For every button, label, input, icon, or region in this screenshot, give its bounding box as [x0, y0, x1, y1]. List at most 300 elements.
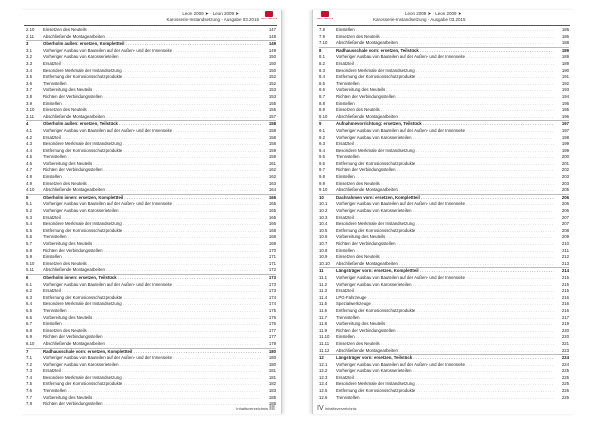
toc-title: Einstellen . . .	[336, 174, 554, 181]
toc-title: Abschließende Montagearbeiten . . .	[43, 34, 261, 41]
toc-row	[319, 81, 569, 88]
toc-number: 12.5	[319, 388, 328, 394]
toc-title: Richten der Verbindungsstellen . . .	[336, 94, 554, 101]
toc-page-number: 207	[561, 221, 569, 227]
toc-page-number: 159	[268, 147, 276, 153]
toc-title: Vorbereitung des Neuteils . . .	[336, 87, 554, 94]
toc-row	[319, 261, 569, 268]
toc-title: Ersatzteil . . .	[336, 141, 554, 148]
toc-section-row	[26, 40, 276, 48]
toc-section-row	[26, 194, 276, 202]
toc-title: Besondere Merkmale der Instandsetzung . . .	[336, 148, 554, 155]
toc-number: 10.5	[319, 227, 328, 233]
page-number: III	[269, 405, 275, 412]
toc-page-number: 190	[561, 67, 569, 73]
page-footer	[236, 405, 275, 412]
toc-title: Entfernung der Korrosionsschutzprodukte . . .	[43, 148, 261, 155]
toc-number: 7.8	[319, 27, 325, 32]
toc-number: 6.6	[26, 314, 32, 320]
toc-number: 11.11	[319, 340, 330, 346]
toc-number: 3.6	[26, 80, 32, 86]
toc-title: Abschließende Montagearbeiten . . .	[43, 187, 261, 194]
toc-row	[319, 181, 569, 188]
page-header	[20, 10, 281, 25]
toc-title: Einstellen . . .	[336, 101, 554, 108]
toc-row	[319, 61, 569, 68]
toc-title: Entfernung der Korrosionsschutzprodukte . . .	[43, 228, 261, 235]
toc-number: 6	[26, 274, 29, 280]
toc-row	[319, 234, 569, 241]
toc-number: 10.6	[319, 234, 328, 240]
toc-number: 9.3	[319, 141, 325, 147]
toc-number: 7.9	[319, 33, 325, 39]
toc-row	[26, 54, 276, 61]
toc-page-number: 173	[268, 274, 276, 280]
toc-page-number: 165	[268, 208, 276, 214]
toc-title: Abschließende Montagearbeiten . . .	[43, 267, 261, 274]
toc-title: Oberholm innen: ersetzen, Komplettteil . . .	[43, 195, 261, 202]
toc-page-number: 216	[561, 294, 569, 300]
toc-number: 8.9	[319, 107, 325, 113]
toc-row	[319, 395, 569, 402]
toc-number: 6.8	[26, 327, 32, 333]
toc-number: 11	[319, 268, 324, 274]
toc-row	[26, 135, 276, 142]
page-number: IV	[317, 405, 324, 412]
toc-row	[26, 94, 276, 101]
toc-page-number: 176	[268, 314, 276, 320]
toc-number: 11.12	[319, 347, 330, 353]
toc-row	[319, 315, 569, 322]
toc-number: 5.11	[26, 267, 35, 273]
toc-title: Einsetzen des Neuteils . . .	[336, 254, 554, 261]
toc-row	[319, 282, 569, 289]
left-page	[20, 10, 282, 414]
toc-page-number: 170	[268, 247, 276, 253]
toc-page-number: 168	[268, 234, 276, 240]
toc-row	[26, 208, 276, 215]
toc-row	[26, 107, 276, 114]
toc-number: 4.8	[26, 174, 32, 180]
toc-title: Vorheriger Ausbau von Bauteilen auf der Außen- und der Innenseite . . .	[336, 54, 554, 61]
toc-page-number: 164	[268, 187, 276, 193]
toc-row	[319, 201, 569, 208]
toc-row	[26, 295, 276, 302]
toc-row	[26, 261, 276, 268]
toc-page-number: 152	[268, 80, 276, 86]
toc-page-number: 181	[268, 374, 276, 380]
toc-title: Vorheriger Ausbau von Karosserieteilen . . .	[43, 208, 261, 215]
header-rule	[24, 25, 277, 26]
toc-number: 2.10	[26, 27, 35, 32]
toc-page-number: 195	[561, 107, 569, 113]
toc-row	[319, 221, 569, 228]
toc-number: 6.9	[26, 334, 32, 340]
toc-page-number: 155	[268, 100, 276, 106]
toc-row	[26, 388, 276, 395]
toc-row	[26, 328, 276, 335]
toc-title: Einsetzen des Neuteils . . .	[43, 27, 261, 34]
toc-title: Entfernung der Korrosionsschutzprodukte . . .	[43, 295, 261, 302]
toc-number: 7.8	[26, 401, 32, 407]
toc-number: 7.2	[26, 361, 32, 367]
toc-number: 7	[26, 348, 29, 354]
toc-number: 9.1	[319, 127, 325, 133]
toc-number: 10.8	[319, 247, 328, 253]
toc-page-number: 158	[268, 121, 276, 127]
toc-row	[26, 34, 276, 41]
toc-title: Ersatzteil . . .	[336, 215, 554, 222]
toc-row	[26, 154, 276, 161]
toc-row	[319, 74, 569, 81]
toc-number: 9.2	[319, 134, 325, 140]
toc-number: 12.3	[319, 374, 328, 380]
toc-page-number: 168	[268, 227, 276, 233]
toc-number: 8.3	[319, 67, 325, 73]
toc-section-row	[26, 348, 276, 356]
toc-title: Einsetzen des Neuteils . . .	[43, 328, 261, 335]
toc-title: Entfernung der Korrosionsschutzprodukte . . .	[43, 74, 261, 81]
toc-number: 8.10	[319, 113, 328, 119]
toc-page-number: 206	[561, 194, 569, 200]
toc-number: 6.7	[26, 321, 32, 327]
toc-page-number: 169	[268, 241, 276, 246]
toc-title: Besondere Merkmale der Instandsetzung . . .	[43, 68, 261, 75]
toc-page-number: 212	[561, 254, 569, 260]
toc-row	[319, 334, 569, 341]
toc-row	[319, 27, 569, 34]
toc-number: 4.2	[26, 134, 32, 140]
toc-title: Abschließende Montagearbeiten . . .	[336, 114, 554, 121]
model-line: Leon 2009 ➤ · Leon 2009 ➤	[182, 11, 239, 16]
toc-page-number: 159	[268, 154, 276, 160]
toc-row	[26, 341, 276, 348]
toc-page-number: 225	[561, 374, 569, 380]
toc-page-number: 206	[561, 208, 569, 214]
page-footer	[317, 405, 357, 412]
toc-number: 7.4	[26, 374, 32, 380]
toc-page-number: 158	[268, 141, 276, 147]
toc-section-row	[319, 354, 569, 362]
toc-row	[319, 141, 569, 148]
toc-page-number: 215	[561, 288, 569, 294]
toc-page-number: 182	[268, 381, 276, 387]
toc-page-number: 174	[268, 301, 276, 307]
toc-title: Trennstellen . . .	[336, 315, 554, 322]
toc-page-number: 180	[268, 355, 276, 361]
toc-number: 5.7	[26, 241, 32, 246]
toc-title: Einstellen . . .	[336, 248, 554, 255]
toc-page-number: 203	[561, 180, 569, 186]
toc-row	[26, 27, 276, 34]
toc-row	[319, 87, 569, 94]
toc-row	[26, 228, 276, 235]
toc-title: Vorheriger Ausbau von Bauteilen auf der Außen- und der Innenseite . . .	[336, 128, 554, 135]
toc-page-number: 174	[268, 294, 276, 300]
toc-title: Spezialwerkzeuge . . .	[336, 301, 554, 308]
logo-mark	[321, 11, 329, 17]
toc-number: 3.7	[26, 87, 32, 93]
toc-title: Abschließende Montagearbeiten . . .	[43, 341, 261, 348]
toc-title: Längsträger vorn: ersetzen, Teilstück . . .	[336, 355, 554, 362]
toc-page-number: 223	[561, 347, 569, 353]
toc-title: Trennstellen . . .	[43, 308, 261, 315]
toc-page-number: 171	[268, 254, 276, 260]
toc-row	[319, 328, 569, 335]
toc-page-number: 224	[561, 361, 569, 367]
toc-row	[319, 101, 569, 108]
toc-page-number: 189	[561, 47, 569, 53]
toc-number: 8.5	[319, 80, 325, 86]
logo-mark	[265, 11, 273, 17]
toc-number: 3.1	[26, 47, 32, 53]
toc-title: Trennstellen . . .	[43, 154, 261, 161]
toc-row	[319, 288, 569, 295]
toc-page-number: 226	[561, 394, 569, 400]
toc-number: 8	[319, 47, 322, 53]
toc-number: 7.6	[26, 388, 32, 394]
toc-page-number: 221	[561, 340, 569, 346]
toc-row	[26, 301, 276, 308]
toc-row	[319, 248, 569, 255]
toc-title: Einsetzen des Neuteils . . .	[336, 107, 554, 114]
toc-number: 6.10	[26, 340, 35, 346]
toc-row	[319, 341, 569, 348]
toc-title: Vorbereitung des Neuteils . . .	[43, 161, 261, 168]
toc-section-row	[319, 194, 569, 202]
toc-title: Trennstellen . . .	[43, 234, 261, 241]
toc-page-number: 155	[268, 107, 276, 113]
toc-row	[26, 381, 276, 388]
toc-section-row	[319, 120, 569, 128]
toc-row	[26, 362, 276, 369]
toc-page-number: 185	[268, 394, 276, 400]
toc-page-number: 180	[268, 361, 276, 367]
toc-title: Vorheriger Ausbau von Bauteilen auf der Außen- und der Innenseite . . .	[336, 275, 554, 282]
toc-number: 9.9	[319, 180, 325, 186]
toc-row	[319, 388, 569, 395]
toc-page-number: 226	[561, 388, 569, 394]
toc-row	[26, 315, 276, 322]
toc-row	[26, 282, 276, 289]
toc-title: Trennstellen . . .	[43, 81, 261, 88]
toc-title: Entfernung der Korrosionsschutzprodukte . . .	[336, 308, 554, 315]
toc-title: Besondere Merkmale der Instandsetzung . . .	[43, 221, 261, 228]
toc-number: 8.8	[319, 100, 325, 106]
toc-number: 5.4	[26, 221, 32, 227]
toc-page-number: 185	[268, 401, 276, 407]
toc-title: Einstellen . . .	[43, 174, 261, 181]
toc-page-number: 173	[268, 288, 276, 294]
toc-title: Richten der Verbindungsstellen . . .	[336, 328, 554, 335]
toc-number: 5.8	[26, 247, 32, 253]
toc-page-number: 213	[561, 260, 569, 266]
manual-title: Karosserie-Instandsetzung - Ausgabe 03.2015	[166, 17, 259, 22]
toc-row	[319, 368, 569, 375]
toc-page-number: 219	[561, 321, 569, 327]
toc-row	[26, 267, 276, 274]
toc-number: 11.4	[319, 294, 328, 300]
toc-title: Ersatzteil . . .	[43, 368, 261, 375]
toc-page-number: 189	[561, 60, 569, 66]
toc-row	[26, 81, 276, 88]
toc-title: Entfernung der Korrosionsschutzprodukte . . .	[336, 388, 554, 395]
toc-row	[319, 107, 569, 114]
toc-row	[26, 215, 276, 222]
toc-row	[319, 308, 569, 315]
toc-title: Abschließende Montagearbeiten . . .	[336, 261, 554, 268]
toc-page-number: 197	[561, 121, 569, 127]
toc-number: 7.1	[26, 355, 32, 361]
toc-page-number: 197	[561, 127, 569, 133]
toc-title: Vorbereitung des Neuteils . . .	[43, 241, 261, 248]
toc-page-number: 210	[561, 241, 569, 246]
toc-number: 4.10	[26, 187, 35, 193]
manual-title: Karosserie-Instandsetzung - Ausgabe 03.2015	[373, 17, 466, 22]
toc-page-number: 183	[268, 388, 276, 394]
toc-number: 11.8	[319, 321, 328, 327]
toc-row	[319, 34, 569, 41]
toc-number: 8.7	[319, 93, 325, 99]
toc-title: Besondere Merkmale der Instandsetzung . . .	[43, 375, 261, 382]
toc-page-number: 147	[268, 27, 276, 32]
toc-number: 3.8	[26, 93, 32, 99]
toc-title: Abschließende Montagearbeiten . . .	[43, 114, 261, 121]
table-of-contents	[319, 27, 569, 401]
toc-row	[319, 301, 569, 308]
toc-row	[319, 381, 569, 388]
toc-page-number: 166	[268, 221, 276, 227]
toc-title: Richten der Verbindungsstellen . . .	[43, 248, 261, 255]
toc-page-number: 158	[268, 134, 276, 140]
toc-number: 5.1	[26, 201, 32, 207]
toc-page-number: 162	[268, 167, 276, 173]
seat-logo-icon	[317, 11, 333, 23]
toc-page-number: 150	[268, 54, 276, 60]
toc-page-number: 171	[268, 260, 276, 266]
toc-row	[26, 248, 276, 255]
toc-page-number: 196	[561, 113, 569, 119]
toc-number: 8.1	[319, 54, 325, 60]
header-rule	[317, 25, 570, 26]
toc-number: 4.3	[26, 141, 32, 147]
toc-page-number: 191	[561, 74, 569, 80]
toc-row	[319, 148, 569, 155]
toc-title: Richten der Verbindungsstellen . . .	[336, 167, 554, 174]
toc-page-number: 188	[561, 40, 569, 46]
toc-row	[26, 221, 276, 228]
toc-title: Vorheriger Ausbau von Bauteilen auf der Außen- und der Innenseite . . .	[43, 201, 261, 208]
toc-title: Besondere Merkmale der Instandsetzung . . .	[336, 381, 554, 388]
toc-row	[26, 87, 276, 94]
toc-page-number: 206	[561, 201, 569, 207]
toc-page-number: 180	[268, 348, 276, 354]
toc-page-number: 177	[268, 334, 276, 340]
toc-number: 6.1	[26, 281, 32, 287]
toc-row	[319, 128, 569, 135]
toc-row	[319, 161, 569, 168]
seat-logo-icon	[261, 11, 277, 23]
toc-title: Einstellen . . .	[43, 254, 261, 261]
toc-title: Dachrahmen vorn: ersetzen, Komplettteil . . .	[336, 195, 554, 202]
toc-page-number: 193	[561, 87, 569, 93]
toc-number: 2.11	[26, 33, 35, 39]
toc-title: Vorheriger Ausbau von Bauteilen auf der Außen- und der Innenseite . . .	[43, 282, 261, 289]
toc-page-number: 149	[268, 41, 276, 47]
toc-number: 11.10	[319, 334, 330, 340]
toc-row	[319, 68, 569, 75]
toc-row	[319, 228, 569, 235]
toc-title: Richten der Verbindungsstellen . . .	[43, 401, 261, 408]
toc-title: Einsetzen des Neuteils . . .	[43, 107, 261, 114]
toc-row	[319, 241, 569, 248]
toc-row	[319, 362, 569, 369]
toc-page-number: 157	[268, 113, 276, 119]
toc-title: Richten der Verbindungsstellen . . .	[43, 94, 261, 101]
toc-number: 5.9	[26, 254, 32, 260]
toc-page-number: 165	[268, 194, 276, 200]
toc-title: Trennstellen . . .	[336, 395, 554, 402]
toc-page-number: 161	[268, 160, 276, 166]
toc-title: Radhausschale vorn: ersetzen, Komplettteil . . .	[43, 349, 261, 356]
toc-title: Entfernung der Korrosionsschutzprodukte . . .	[336, 74, 554, 81]
toc-section-row	[26, 274, 276, 282]
toc-number: 11.2	[319, 281, 328, 287]
toc-page-number: 220	[561, 327, 569, 333]
toc-row	[26, 128, 276, 135]
toc-title: Vorheriger Ausbau von Bauteilen auf der Außen- und der Innenseite . . .	[336, 201, 554, 208]
toc-number: 10.9	[319, 254, 328, 260]
toc-title: Entfernung der Korrosionsschutzprodukte . . .	[43, 381, 261, 388]
toc-page-number: 192	[561, 80, 569, 86]
toc-page-number: 176	[268, 321, 276, 327]
toc-page-number: 165	[268, 214, 276, 220]
toc-row	[319, 254, 569, 261]
toc-page-number: 173	[268, 281, 276, 287]
toc-row	[26, 74, 276, 81]
toc-title: Besondere Merkmale der Instandsetzung . . .	[336, 221, 554, 228]
toc-row	[26, 308, 276, 315]
toc-page-number: 198	[561, 134, 569, 140]
toc-number: 8.6	[319, 87, 325, 93]
toc-title: Besondere Merkmale der Instandsetzung . . .	[336, 68, 554, 75]
toc-page-number: 224	[561, 355, 569, 361]
toc-number: 3	[26, 41, 29, 47]
toc-title: Oberholm außen: ersetzen, Komplettteil . . .	[43, 41, 261, 48]
toc-title: Vorheriger Ausbau von Karosserieteilen . . .	[336, 368, 554, 375]
footer-label: Inhaltsverzeichnis	[236, 406, 269, 411]
toc-page-number: 175	[268, 307, 276, 313]
logo-text: SEAT SERVICE	[317, 18, 333, 20]
toc-row	[319, 174, 569, 181]
toc-row	[26, 141, 276, 148]
toc-page-number: 199	[561, 147, 569, 153]
toc-page-number: 215	[561, 274, 569, 280]
page-header	[313, 10, 574, 25]
toc-number: 11.6	[319, 307, 328, 313]
toc-page-number: 194	[561, 93, 569, 99]
toc-number: 5.2	[26, 208, 32, 214]
toc-number: 9.6	[319, 160, 325, 166]
toc-row	[319, 295, 569, 302]
toc-section-row	[319, 267, 569, 275]
toc-row	[26, 355, 276, 362]
toc-number: 9.7	[319, 167, 325, 173]
toc-number: 4.1	[26, 127, 32, 133]
toc-page-number: 189	[561, 54, 569, 60]
toc-title: Radhausschale vorn: ersetzen, Teilstück . . .	[336, 48, 554, 55]
toc-title: Ersatzteil . . .	[43, 135, 261, 142]
